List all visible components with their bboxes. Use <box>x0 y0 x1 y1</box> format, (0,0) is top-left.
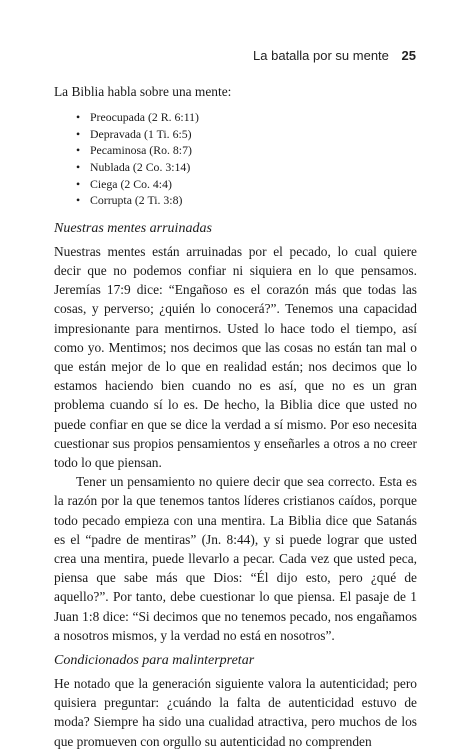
list-item-text: Depravada (1 Ti. 6:5) <box>90 126 192 141</box>
bullet-glyph: • <box>76 176 81 191</box>
list-item-text: Preocupada (2 R. 6:11) <box>90 110 199 125</box>
body-paragraph: Tener un pensamiento no quiere decir que sea correcto. Esta es la razón por la que tenemos tantos líderes cristianos caídos, porque todo pecado empieza con una mentira. La Biblia dice que Satanás es el “padre de mentiras” (Jn. 8:44), y si puede lograr que usted crea una mentira, puede llevarlo a pecar. Cada vez que usted peca, piensa que sabe más que Dios: “Él dijo esto, pero ¿qué de aquello?”. Por tanto, debe cuestionar lo que piensa. El pasaje de 1 Juan 1:8 dice: “Si decimos que no tenemos pecado, nos engañamos a nosotros mismos, y la verdad no está en nosotros”. <box>54 474 417 643</box>
list-item <box>76 126 417 143</box>
list-item <box>76 159 417 176</box>
list-item <box>76 192 417 209</box>
bullet-list <box>54 109 417 209</box>
section-heading: Condicionados para malinterpretar <box>54 653 255 669</box>
section-heading: Nuestras mentes arruinadas <box>54 220 212 236</box>
running-header <box>253 48 416 63</box>
intro-line: La Biblia habla sobre una mente: <box>54 84 232 99</box>
bullet-glyph: • <box>76 126 81 141</box>
running-header-title: La batalla por su mente <box>253 48 389 63</box>
list-item-text: Corrupta (2 Ti. 3:8) <box>90 193 183 208</box>
list-item <box>76 142 417 159</box>
list-item <box>76 109 417 126</box>
page-body <box>54 82 417 751</box>
list-item <box>76 176 417 193</box>
bullet-glyph: • <box>76 159 81 174</box>
body-paragraph: Nuestras mentes están arruinadas por el pecado, lo cual quiere decir que no podemos confiar ni siquiera en lo que pensamos. Jeremías 17:9 dice: “Engañoso es el corazón más que todas las cosas, y perverso; ¿quién lo conocerá?”. Tenemos una capacidad impresionante para mentirnos. Usted lo hace todo el tiempo, así como yo. Mentimos; nos decimos que las cosas no están tan mal o que están mejor de lo que en realidad están; nos decimos que lo estamos haciendo bien cuando no es así, que no es un gran problema cuando sí lo es. De hecho, la Biblia dice que usted no puede confiar en que se dice la verdad a sí mismo. Por eso necesita cuestionar sus propios pensamientos y enseñarles a otros a no creer todo lo que piensan. <box>54 243 417 470</box>
list-item-text: Nublada (2 Co. 3:14) <box>90 159 191 174</box>
bullet-glyph: • <box>76 110 81 125</box>
page-number: 25 <box>401 48 416 63</box>
bullet-glyph: • <box>76 193 81 208</box>
body-paragraph: He notado que la generación siguiente valora la autenticidad; pero quisiera preguntar: ¿cuándo la falta de autenticidad estuvo de moda? Siempre ha sido una cualidad atractiva, pero muchos de los que promueven con orgullo su autenticidad no comprenden <box>54 676 417 749</box>
list-item-text: Ciega (2 Co. 4:4) <box>90 176 172 191</box>
bullet-glyph: • <box>76 143 81 158</box>
list-item-text: Pecaminosa (Ro. 8:7) <box>90 143 192 158</box>
